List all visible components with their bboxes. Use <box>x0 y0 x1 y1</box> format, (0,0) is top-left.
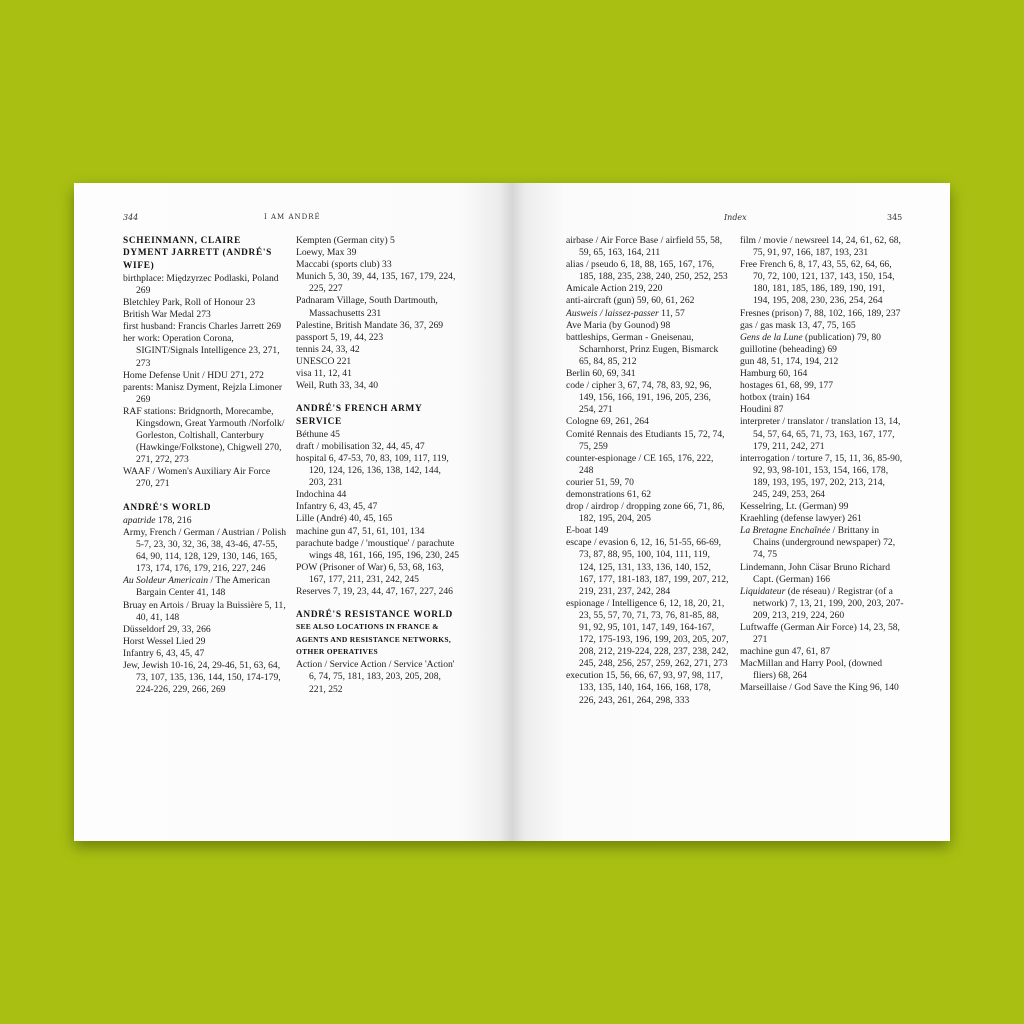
index-section-heading <box>123 235 286 272</box>
index-entry: birthplace: Międzyrzec Podlaski, Poland 269 <box>123 272 279 296</box>
index-entry: Bruay en Artois / Bruay la Buissière 5, 11, 40, 41, 148 <box>123 599 286 623</box>
index-entry: Kraehling (defense lawyer) 261 <box>740 513 862 525</box>
right-page <box>512 183 950 841</box>
index-entry: Padnaram Village, South Dartmouth, Massachusetts 231 <box>296 295 438 319</box>
left-running-head: I AM ANDRÉ <box>264 213 321 221</box>
index-section-heading-text: ANDRÉ'S RESISTANCE WORLD <box>296 610 453 621</box>
index-entry: espionage / Intelligence 6, 12, 18, 20, 21, 23, 55, 57, 70, 71, 73, 76, 81-85, 88, 91, 92, 95, 101, 147, 149, 164-167, 172, 175-193, 196, 199, 203, 205, 207, 208, 212, 219-224, 228, 237, 238, 242, 245, 248, 256, 257, 259, 262, 271, 273 <box>566 597 729 670</box>
index-entry: Munich 5, 30, 39, 44, 135, 167, 179, 224, 225, 227 <box>296 271 456 295</box>
index-entry: draft / mobilisation 32, 44, 45, 47 <box>296 440 425 452</box>
index-entry: Home Defense Unit / HDU 271, 272 <box>123 369 264 381</box>
index-entry: guillotine (beheading) 69 <box>740 343 837 355</box>
index-entry: airbase / Air Force Base / airfield 55, 58, 59, 65, 163, 164, 211 <box>566 235 723 259</box>
left-col-2 <box>296 235 460 696</box>
index-entry: Hamburg 60, 164 <box>740 368 808 380</box>
index-entry: Free French 6, 8, 17, 43, 55, 62, 64, 66, 70, 72, 100, 121, 137, 143, 150, 154, 180, 181, 185, 186, 189, 190, 191, 194, 195, 208, 230, 236, 254, 264 <box>740 259 895 307</box>
section-gap <box>296 598 460 609</box>
index-entry: UNESCO 221 <box>296 355 352 367</box>
index-entry: Ausweis / laissez-passer 11, 57 <box>566 307 685 319</box>
index-entry: gun 48, 51, 174, 194, 212 <box>740 355 839 367</box>
index-section-heading-text: ANDRÉ'S WORLD <box>123 502 212 513</box>
index-entry: visa 11, 12, 41 <box>296 368 352 380</box>
index-entry: Au Soldeur Americain / The American Bargain Center 41, 148 <box>123 575 270 599</box>
index-entry: La Bretagne Enchaînée / Brittany in Chains (underground newspaper) 72, 74, 75 <box>740 525 896 561</box>
index-entry: MacMillan and Harry Pool, (downed fliers) 68, 264 <box>740 658 883 682</box>
index-entry: Cologne 69, 261, 264 <box>566 416 649 428</box>
index-entry: first husband: Francis Charles Jarrett 269 <box>123 321 281 333</box>
index-entry: Loewy, Max 39 <box>296 247 357 259</box>
index-entry: courier 51, 59, 70 <box>566 476 634 488</box>
index-entry: Gens de la Lune (publication) 79, 80 <box>740 331 881 343</box>
index-entry: film / movie / newsreel 14, 24, 61, 62, 68, 75, 91, 97, 166, 187, 193, 231 <box>740 235 901 259</box>
index-entry: Lille (André) 40, 45, 165 <box>296 513 393 525</box>
index-entry: anti-aircraft (gun) 59, 60, 61, 262 <box>566 295 695 307</box>
index-entry: Jew, Jewish 10-16, 24, 29-46, 51, 63, 64, 73, 107, 135, 136, 144, 150, 174-179, 224-226, 229, 266, 269 <box>123 660 281 696</box>
index-entry: Luftwaffe (German Air Force) 14, 23, 58, 271 <box>740 622 900 646</box>
index-entry: Action / Service Action / Service 'Action' 6, 74, 75, 181, 183, 203, 205, 208, 221, 252 <box>296 659 455 695</box>
index-entry: execution 15, 56, 66, 67, 93, 97, 98, 117, 133, 135, 140, 164, 166, 168, 178, 226, 243, 261, 264, 298, 333 <box>566 670 723 706</box>
index-entry: POW (Prisoner of War) 6, 53, 68, 163, 167, 177, 211, 231, 242, 245 <box>296 561 444 585</box>
index-entry: British War Medal 273 <box>123 309 211 321</box>
index-section-heading <box>123 502 286 514</box>
index-entry: alias / pseudo 6, 18, 88, 165, 167, 176, 185, 188, 235, 238, 240, 250, 252, 253 <box>566 259 728 283</box>
index-entry: Houdini 87 <box>740 404 784 416</box>
section-gap <box>296 392 460 403</box>
open-book <box>74 183 950 841</box>
index-entry: drop / airdrop / dropping zone 66, 71, 86, 182, 195, 204, 205 <box>566 501 725 525</box>
index-entry: Marseillaise / God Save the King 96, 140 <box>740 682 899 694</box>
index-entry: Palestine, British Mandate 36, 37, 269 <box>296 319 444 331</box>
index-entry: Lindemann, John Cäsar Bruno Richard Capt. (German) 166 <box>740 561 891 585</box>
index-entry: Comité Rennais des Etudiants 15, 72, 74, 75, 259 <box>566 428 725 452</box>
index-entry: gas / gas mask 13, 47, 75, 165 <box>740 319 856 331</box>
index-entry: Amicale Action 219, 220 <box>566 283 663 295</box>
left-page <box>74 183 512 841</box>
index-entry: Béthune 45 <box>296 428 340 440</box>
index-entry: Düsseldorf 29, 33, 266 <box>123 623 211 635</box>
index-entry: hospital 6, 47-53, 70, 83, 109, 117, 119, 120, 124, 126, 136, 138, 142, 144, 203, 231 <box>296 453 449 489</box>
index-entry: hostages 61, 68, 99, 177 <box>740 380 834 392</box>
index-entry: Indochina 44 <box>296 489 347 501</box>
index-entry: Horst Wessel Lied 29 <box>123 635 206 647</box>
index-entry: parachute badge / 'moustique' / parachute wings 48, 161, 166, 195, 196, 230, 245 <box>296 537 460 561</box>
index-entry: battleships, German - Gneisenau, Scharnhorst, Prinz Eugen, Bismarck 65, 84, 85, 212 <box>566 331 719 367</box>
index-entry: hotbox (train) 164 <box>740 392 810 404</box>
index-entry: RAF stations: Bridgnorth, Morecambe, Kingsdown, Great Yarmouth /Norfolk/ Gorleston, Coltishall, Canterbury (Hawkinge/Folkstone), Chigwell 270, 271, 272, 273 <box>123 405 285 466</box>
right-col-1 <box>566 235 729 707</box>
index-entry: passport 5, 19, 44, 223 <box>296 331 384 343</box>
section-gap <box>123 491 286 502</box>
index-entry: demonstrations 61, 62 <box>566 488 652 500</box>
right-page-number: 345 <box>887 213 903 222</box>
index-entry: Weil, Ruth 33, 34, 40 <box>296 380 379 392</box>
index-entry: Reserves 7, 19, 23, 44, 47, 167, 227, 246 <box>296 586 453 598</box>
index-section-heading-text: SCHEINMANN, CLAIRE DYMENT JARRETT (ANDRÉ'S WIFE) <box>123 236 273 271</box>
index-entry: Infantry 6, 43, 45, 47 <box>123 647 205 659</box>
index-entry: Ave Maria (by Gounod) 98 <box>566 319 671 331</box>
index-entry: Fresnes (prison) 7, 88, 102, 166, 189, 237 <box>740 307 901 319</box>
index-entry: Kempten (German city) 5 <box>296 235 395 246</box>
index-entry: counter-espionage / CE 165, 176, 222, 248 <box>566 452 714 476</box>
index-entry: interpreter / translator / translation 13, 14, 54, 57, 64, 65, 71, 73, 163, 167, 177, 179, 211, 242, 271 <box>740 416 901 452</box>
index-section-heading-text: ANDRÉ'S FRENCH ARMY SERVICE <box>296 404 423 427</box>
index-entry: machine gun 47, 61, 87 <box>740 646 831 658</box>
index-entry: her work: Operation Corona, SIGINT/Signals Intelligence 23, 271, 273 <box>123 333 280 369</box>
index-entry: Infantry 6, 43, 45, 47 <box>296 501 378 513</box>
index-entry: Berlin 60, 69, 341 <box>566 368 636 380</box>
index-section-heading <box>296 609 460 658</box>
left-col-1 <box>123 235 286 696</box>
index-entry: Liquidateur (de réseau) / Registrar (of a network) 7, 13, 21, 199, 200, 203, 207-209, 213, 219, 224, 260 <box>740 585 904 621</box>
index-entry: parents: Manisz Dyment, Rejzla Limoner 269 <box>123 381 283 405</box>
right-col-2 <box>740 235 904 695</box>
index-entry: Maccabi (sports club) 33 <box>296 259 392 271</box>
index-entry: tennis 24, 33, 42 <box>296 343 360 355</box>
index-cross-reference: SEE ALSO LOCATIONS IN FRANCE & AGENTS AND RESISTANCE NETWORKS, OTHER OPERATIVES <box>296 622 452 657</box>
index-entry: machine gun 47, 51, 61, 101, 134 <box>296 525 425 537</box>
index-section-heading <box>296 403 460 428</box>
index-entry: escape / evasion 6, 12, 16, 51-55, 66-69, 73, 87, 88, 95, 100, 104, 111, 119, 124, 125, 131, 133, 136, 140, 152, 167, 177, 181-183, 187, 199, 207, 212, 219, 231, 237, 242, 284 <box>566 537 729 597</box>
index-entry: E-boat 149 <box>566 525 609 537</box>
index-entry: Bletchley Park, Roll of Honour 23 <box>123 297 256 309</box>
index-entry: code / cipher 3, 67, 74, 78, 83, 92, 96, 149, 156, 166, 191, 196, 205, 236, 254, 271 <box>566 380 712 416</box>
right-running-head: Index <box>724 213 747 222</box>
index-entry: Kesselring, Lt. (German) 99 <box>740 501 849 513</box>
left-page-number: 344 <box>123 213 139 222</box>
index-entry: Army, French / German / Austrian / Polish 5-7, 23, 30, 32, 36, 38, 43-46, 47-55, 64, 90, 114, 128, 129, 130, 146, 165, 173, 174, 176, 179, 216, 227, 246 <box>123 526 286 575</box>
index-entry: interrogation / torture 7, 15, 11, 36, 85-90, 92, 93, 98-101, 153, 154, 166, 178, 189, 193, 195, 197, 202, 213, 214, 245, 249, 253, 264 <box>740 452 903 500</box>
index-entry: WAAF / Women's Auxiliary Air Force 270, 271 <box>123 466 271 490</box>
index-entry: apatride 178, 216 <box>123 514 192 526</box>
